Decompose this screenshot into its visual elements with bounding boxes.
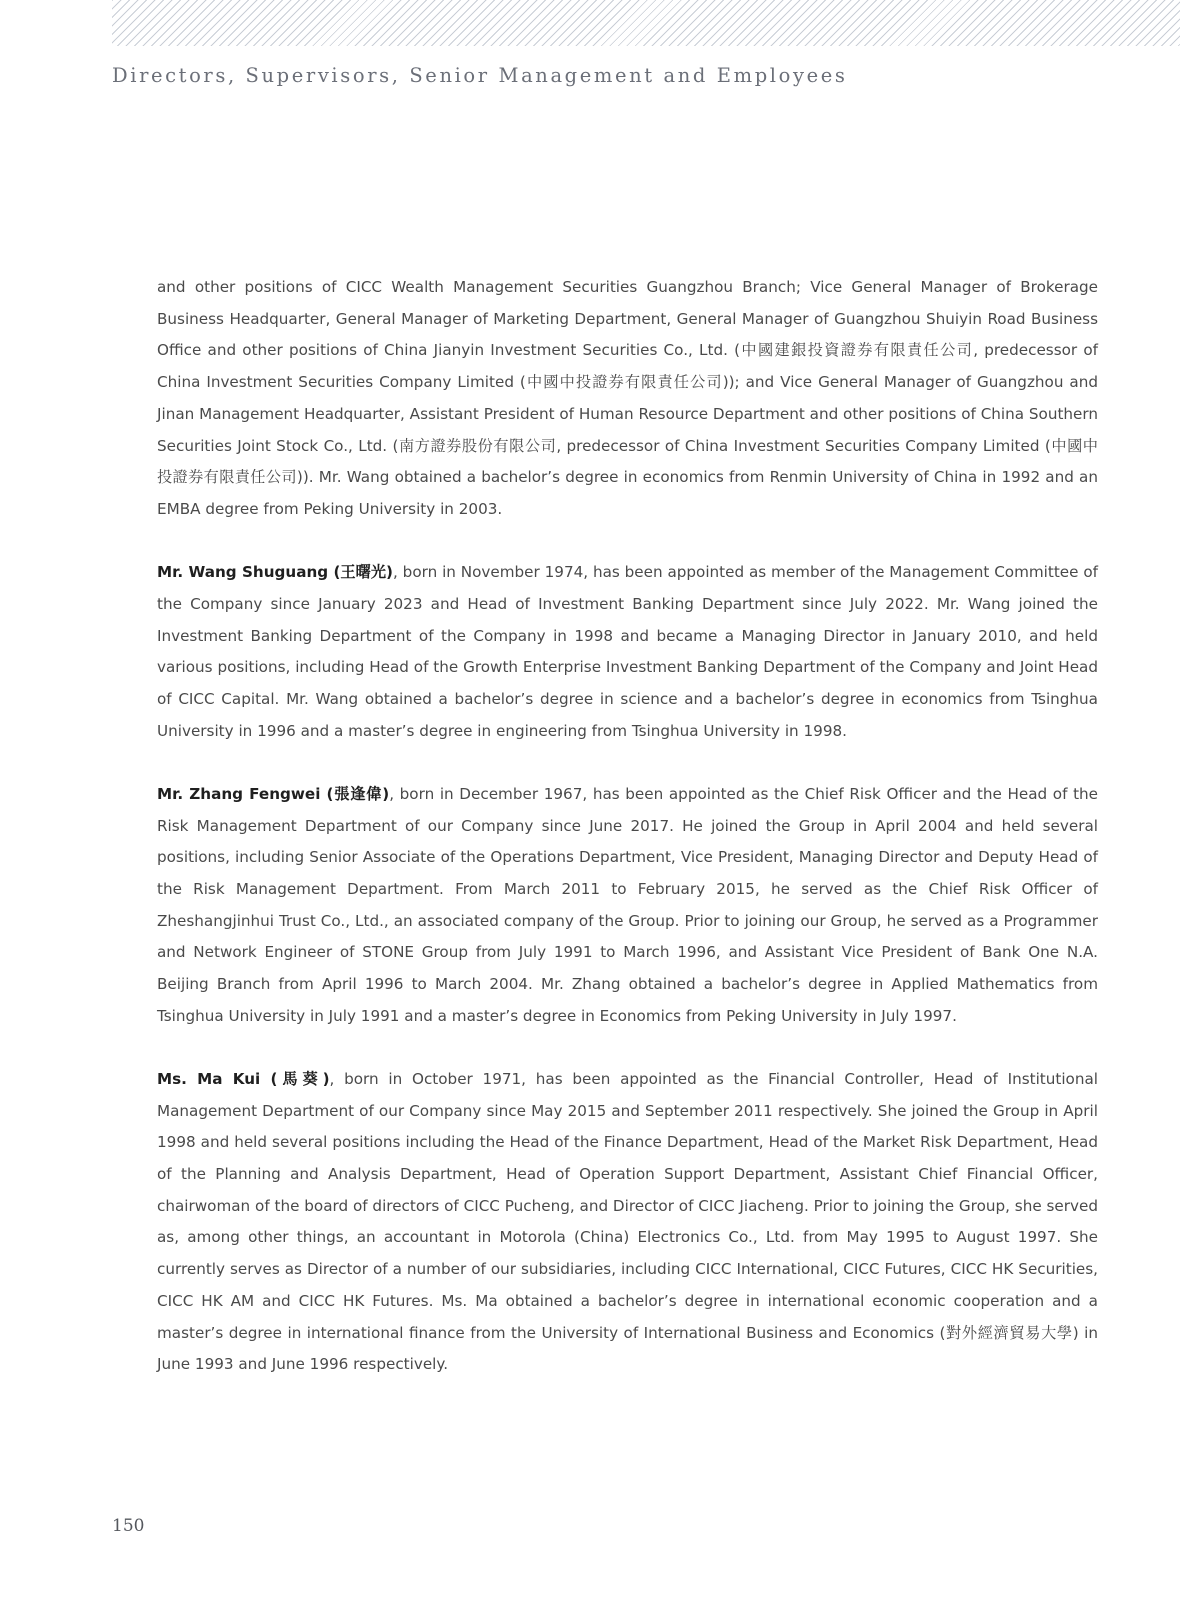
header-hatch-band — [112, 0, 1180, 46]
page-number: 150 — [112, 1516, 145, 1536]
person-name: Mr. Zhang Fengwei (張逢偉) — [157, 784, 390, 803]
paragraph-text: , born in November 1974, has been appointed as member of the Management Committee of the Company since January 2023 and Head of Investment Banking Department since July 2022. Mr. Wang joined the Investment Banking Department of the Company in 1998 and became a Managing Director in January 2010, and held various positions, including Head of the Growth Enterprise Investment Banking Department of the Company and Joint Head of CICC Capital. Mr. Wang obtained a bachelor’s degree in science and a bachelor’s degree in economics from Tsinghua University in 1996 and a master’s degree in engineering from Tsinghua University in 1998. — [157, 563, 1098, 740]
bio-content — [157, 272, 1098, 1413]
section-title: Directors, Supervisors, Senior Management and Employees — [112, 64, 848, 87]
bio-paragraph-ma-kui — [157, 1064, 1098, 1381]
bio-paragraph-continued — [157, 272, 1098, 526]
person-name: Ms. Ma Kui (馬葵) — [157, 1069, 330, 1088]
paragraph-text: , born in December 1967, has been appointed as the Chief Risk Officer and the Head of the Risk Management Department of our Company since June 2017. He joined the Group in April 2004 and held several positions, including Senior Associate of the Operations Department, Vice President, Managing Director and Deputy Head of the Risk Management Department. From March 2011 to February 2015, he served as the Chief Risk Officer of Zheshangjinhui Trust Co., Ltd., an associated company of the Group. Prior to joining our Group, he served as a Programmer and Network Engineer of STONE Group from July 1991 to March 1996, and Assistant Vice President of Bank One N.A. Beijing Branch from April 1996 to March 2004. Mr. Zhang obtained a bachelor’s degree in Applied Mathematics from Tsinghua University in July 1991 and a master’s degree in Economics from Peking University in July 1997. — [157, 784, 1098, 1025]
bio-paragraph-wang-shuguang — [157, 557, 1098, 747]
person-name: Mr. Wang Shuguang (王曙光) — [157, 563, 393, 582]
paragraph-text: and other positions of CICC Wealth Management Securities Guangzhou Branch; Vice General Manager of Brokerage Business Headquarter, General Manager of Marketing Department, General Manager of Guangzhou Shuiyin Road Business Office and other positions of China Jianyin Investment Securities Co., Ltd. (中國建銀投資證券有限責任公司, predecessor of China Investment Securities Company Limited (中國中投證券有限責任公司)); and Vice General Manager of Guangzhou and Jinan Management Headquarter, Assistant President of Human Resource Department and other positions of China Southern Securities Joint Stock Co., Ltd. (南方證券股份有限公司, predecessor of China Investment Securities Company Limited (中國中投證券有限責任公司)). Mr. Wang obtained a bachelor’s degree in economics from Renmin University of China in 1992 and an EMBA degree from Peking University in 2003. — [157, 278, 1098, 518]
paragraph-text: , born in October 1971, has been appointed as the Financial Controller, Head of Institutional Management Department of our Company since May 2015 and September 2011 respectively. She joined the Group in April 1998 and held several positions including the Head of the Finance Department, Head of the Market Risk Department, Head of the Planning and Analysis Department, Head of Operation Support Department, Assistant Chief Financial Officer, chairwoman of the board of directors of CICC Pucheng, and Director of CICC Jiacheng. Prior to joining the Group, she served as, among other things, an accountant in Motorola (China) Electronics Co., Ltd. from May 1995 to August 1997. She currently serves as Director of a number of our subsidiaries, including CICC International, CICC Futures, CICC HK Securities, CICC HK AM and CICC HK Futures. Ms. Ma obtained a bachelor’s degree in international economic cooperation and a master’s degree in international finance from the University of International Business and Economics (對外經濟貿易大學) in June 1993 and June 1996 respectively. — [157, 1069, 1098, 1374]
bio-paragraph-zhang-fengwei — [157, 779, 1098, 1033]
